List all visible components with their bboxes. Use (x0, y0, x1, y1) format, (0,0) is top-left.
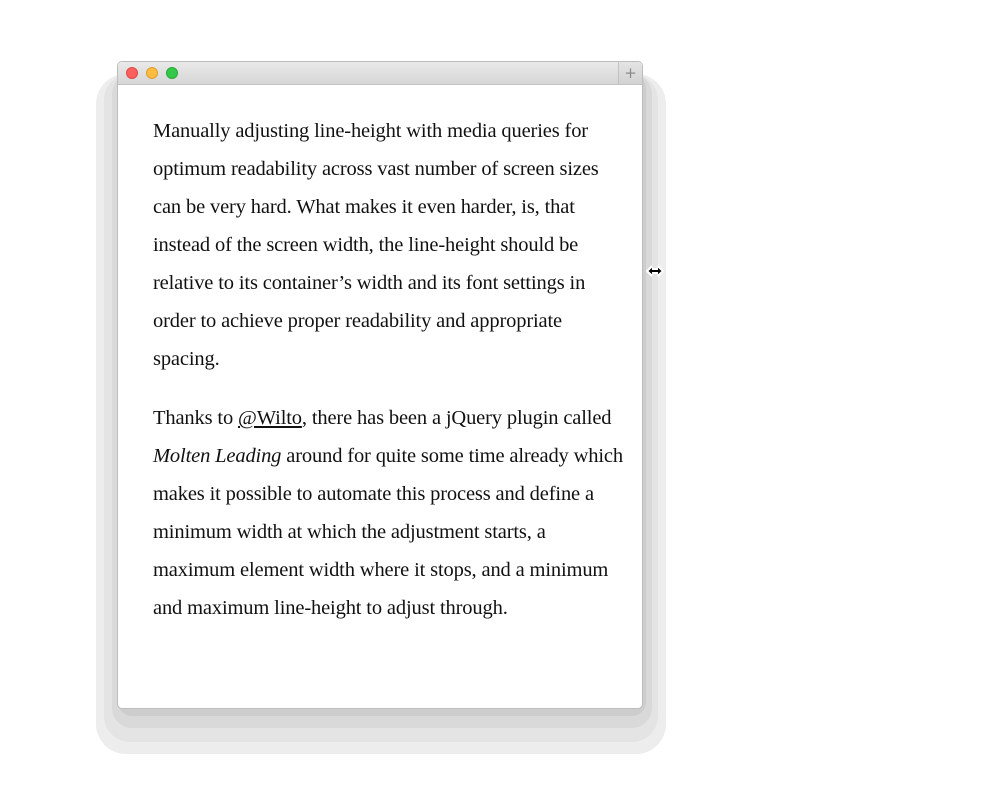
browser-window (118, 62, 642, 708)
wilto-link[interactable]: @Wilto (238, 407, 302, 429)
plugin-name: Molten Leading (153, 445, 282, 467)
close-button[interactable] (126, 67, 138, 79)
minimize-button[interactable] (146, 67, 158, 79)
plus-icon: + (624, 63, 637, 82)
paragraph-2-prefix: Thanks to (153, 407, 239, 429)
paragraph-1: Manually adjusting line-height with media queries for optimum readability across vast number of screen sizes can be very hard. What makes it even harder, is, that instead of the screen width, the line-height should be relative to its container’s width and its font settings in order to achieve proper readability and appropriate spacing. (153, 120, 599, 370)
new-tab-button[interactable] (618, 62, 642, 84)
maximize-button[interactable] (166, 67, 178, 79)
title-bar[interactable] (118, 62, 642, 85)
paragraph-2-middle: , there has been a jQuery plugin called (301, 407, 612, 429)
horizontal-resize-cursor-icon[interactable] (646, 264, 664, 278)
paragraph-2 (153, 399, 623, 627)
paragraph-2-suffix: around for quite some time already which makes it possible to automate this process and define a minimum width at which the adjustment starts, a maximum element width where it stops, and a minimum and maximum line-height to adjust through. (153, 445, 623, 619)
article-content (153, 112, 623, 648)
